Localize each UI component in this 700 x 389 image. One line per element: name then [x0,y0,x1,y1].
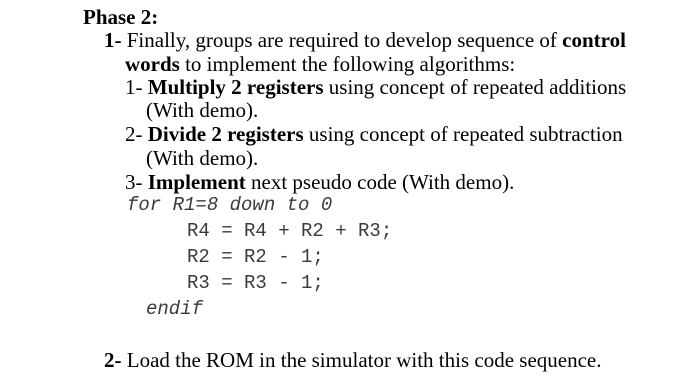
sub-item-1-line-2: (With demo). [146,98,259,122]
sub-item-3-line-1: 3- Implement next pseudo code (With demo). [125,170,515,194]
item-1-line-2: words to implement the following algorithms: [125,52,516,76]
sub-item-2-line-1: 2- Divide 2 registers using concept of repeated subtraction [125,122,623,146]
item-1-number: 1- [104,28,122,52]
sub-item-2-line-2: (With demo). [146,146,259,170]
item-2-line: 2- Load the ROM in the simulator with this code sequence. [104,348,602,372]
code-end-line: endif [146,298,204,320]
phase-heading: Phase 2: [83,5,159,29]
code-line-2: R2 = R2 - 1; [187,246,324,268]
sub-item-1-line-1: 1- Multiply 2 registers using concept of repeated additions [125,75,627,99]
code-line-3: R3 = R3 - 1; [187,272,324,294]
code-line-1: R4 = R4 + R2 + R3; [187,220,393,242]
item-2-number: 2- [104,348,122,372]
code-for-line: for R1=8 down to 0 [127,194,333,216]
item-1-line-1: 1- Finally, groups are required to develop sequence of control [104,28,626,52]
